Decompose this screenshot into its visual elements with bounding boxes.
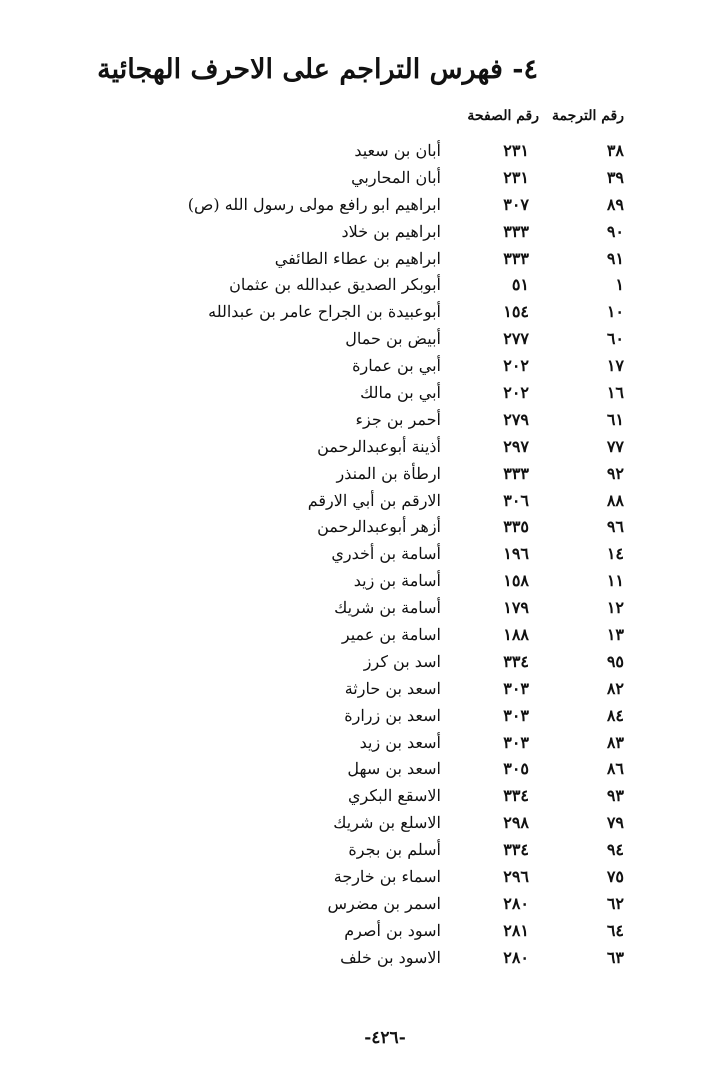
index-row [0, 165, 724, 192]
entry-number: ٨٦ [606, 759, 624, 779]
entry-name: ابراهيم ابو رافع مولى رسول الله (ص) [187, 194, 441, 214]
index-row [0, 703, 724, 730]
index-row [0, 837, 724, 864]
entry-page: ٢٧٧ [503, 329, 529, 349]
entry-name: اسود بن أصرم [344, 920, 441, 940]
entry-page: ٣٣٣ [503, 463, 529, 483]
entry-number: ٩٠ [606, 221, 624, 241]
entry-number: ٦٤ [606, 920, 624, 940]
entry-number: ٦٠ [606, 329, 624, 349]
entry-page: ١٧٩ [503, 598, 529, 618]
index-list [0, 138, 724, 972]
entry-page: ٢٣١ [503, 167, 529, 187]
column-headers [0, 108, 724, 132]
index-row [0, 622, 724, 649]
entry-page: ٢٠٢ [503, 356, 529, 376]
index-row [0, 138, 724, 165]
index-row [0, 272, 724, 299]
entry-page: ٥١ [511, 275, 529, 295]
entry-number: ٩٢ [606, 463, 624, 483]
index-row [0, 918, 724, 945]
entry-name: أبوعبيدة بن الجراح عامر بن عبدالله [208, 302, 441, 322]
entry-page: ١٥٨ [503, 571, 529, 591]
entry-number: ٧٥ [606, 867, 624, 887]
entry-page: ٢٣١ [503, 141, 529, 160]
entry-name: ابراهيم بن خلاد [341, 221, 441, 241]
index-row [0, 810, 724, 837]
entry-name: أسلم بن بجرة [348, 840, 441, 860]
entry-page: ٢٨١ [503, 920, 529, 940]
entry-number: ٩٣ [606, 786, 624, 806]
entry-page: ١٨٨ [503, 625, 529, 645]
entry-page: ٢٠٢ [503, 383, 529, 403]
index-row [0, 407, 724, 434]
entry-number: ٧٩ [606, 813, 624, 833]
entry-number: ٣٨ [606, 141, 624, 160]
entry-page: ٣٠٦ [503, 490, 529, 510]
entry-name: اسعد بن سهل [347, 759, 441, 779]
index-row [0, 730, 724, 757]
entry-page: ٣٠٥ [503, 759, 529, 779]
index-row [0, 461, 724, 488]
entry-name: أسامة بن شريك [334, 598, 441, 618]
index-row [0, 568, 724, 595]
index-row [0, 864, 724, 891]
entry-name: اسامة بن عمير [341, 625, 441, 645]
entry-name: أذينة أبوعبدالرحمن [317, 436, 441, 456]
entry-name: أزهر أبوعبدالرحمن [317, 517, 441, 537]
entry-name: الاسود بن خلف [340, 947, 441, 967]
entry-page: ٣٠٣ [503, 732, 529, 752]
entry-name: ارطأة بن المنذر [336, 463, 441, 483]
entry-name: الاسقع البكري [347, 786, 441, 806]
entry-page: ٣٣٣ [503, 221, 529, 241]
entry-page: ٣٣٤ [503, 786, 529, 806]
entry-number: ١٢ [606, 598, 624, 618]
entry-number: ١١ [606, 571, 624, 591]
entry-name: أبيض بن حمال [345, 329, 441, 349]
index-row [0, 192, 724, 219]
entry-page: ٢٩٨ [503, 813, 529, 833]
index-row [0, 945, 724, 972]
entry-name: أحمر بن جزء [355, 409, 441, 429]
entry-number: ٦٣ [606, 947, 624, 967]
entry-page: ٣٣٤ [503, 840, 529, 860]
entry-name: أبان المحاربي [351, 167, 441, 187]
index-row [0, 380, 724, 407]
entry-name: أبوبكر الصديق عبدالله بن عثمان [229, 275, 441, 295]
entry-page: ١٥٤ [503, 302, 529, 322]
entry-number: ٦١ [606, 409, 624, 429]
entry-number: ٩١ [606, 248, 624, 268]
entry-number: ٨٢ [606, 678, 624, 698]
entry-name: أبان بن سعيد [354, 141, 441, 160]
index-row [0, 595, 724, 622]
index-row [0, 434, 724, 461]
entry-name: اسمر بن مضرس [327, 893, 441, 913]
entry-name: أبي بن عمارة [352, 356, 441, 376]
entry-page: ٣٠٧ [503, 194, 529, 214]
entry-number: ١٣ [606, 625, 624, 645]
entry-name: أسعد بن زيد [359, 732, 441, 752]
entry-number: ١٧ [606, 356, 624, 376]
entry-name: أبي بن مالك [360, 383, 441, 403]
entry-page: ٣٣٤ [503, 651, 529, 671]
entry-number: ٦٢ [606, 893, 624, 913]
entry-number: ٨٨ [606, 490, 624, 510]
entry-name: الارقم بن أبي الارقم [307, 490, 441, 510]
entry-number: ٧٧ [606, 436, 624, 456]
index-row [0, 488, 724, 515]
entry-number: ٩٤ [606, 840, 624, 860]
index-row [0, 541, 724, 568]
index-row [0, 676, 724, 703]
entry-number: ٩٦ [606, 517, 624, 537]
entry-page: ٢٩٦ [503, 867, 529, 887]
entry-name: الاسلع بن شريك [333, 813, 441, 833]
header-page-number: رقم الصفحة [467, 108, 539, 124]
entry-page: ٣٣٣ [503, 248, 529, 268]
page-title: ٤- فهرس التراجم على الاحرف الهجائية [97, 54, 538, 85]
entry-number: ١٠ [606, 302, 624, 322]
index-row [0, 756, 724, 783]
header-entry-number: رقم الترجمة [551, 108, 624, 124]
entry-number: ٩٥ [606, 651, 624, 671]
index-row [0, 326, 724, 353]
entry-number: ٨٤ [606, 705, 624, 725]
page-number: -٤٢٦- [364, 1028, 406, 1048]
index-row [0, 649, 724, 676]
entry-number: ٨٣ [606, 732, 624, 752]
entry-page: ٢٨٠ [503, 947, 529, 967]
entry-page: ١٩٦ [503, 544, 529, 564]
index-row [0, 299, 724, 326]
entry-number: ١ [615, 275, 624, 295]
index-row [0, 353, 724, 380]
entry-page: ٣٠٣ [503, 678, 529, 698]
entry-name: اسعد بن حارثة [344, 678, 441, 698]
entry-name: ابراهيم بن عطاء الطائفي [274, 248, 441, 268]
index-row [0, 891, 724, 918]
entry-number: ١٤ [606, 544, 624, 564]
entry-page: ٣٣٥ [503, 517, 529, 537]
index-row [0, 246, 724, 273]
entry-page: ٢٧٩ [503, 409, 529, 429]
entry-number: ١٦ [606, 383, 624, 403]
entry-name: أسامة بن أخدري [331, 544, 441, 564]
entry-name: اسعد بن زرارة [344, 705, 441, 725]
entry-number: ٨٩ [606, 194, 624, 214]
entry-number: ٣٩ [606, 167, 624, 187]
entry-page: ٣٠٣ [503, 705, 529, 725]
entry-name: أسامة بن زيد [353, 571, 441, 591]
index-row [0, 783, 724, 810]
entry-page: ٢٨٠ [503, 893, 529, 913]
index-row [0, 514, 724, 541]
entry-name: اسماء بن خارجة [333, 867, 441, 887]
entry-page: ٢٩٧ [503, 436, 529, 456]
entry-name: اسد بن كرز [363, 651, 441, 671]
index-row [0, 219, 724, 246]
